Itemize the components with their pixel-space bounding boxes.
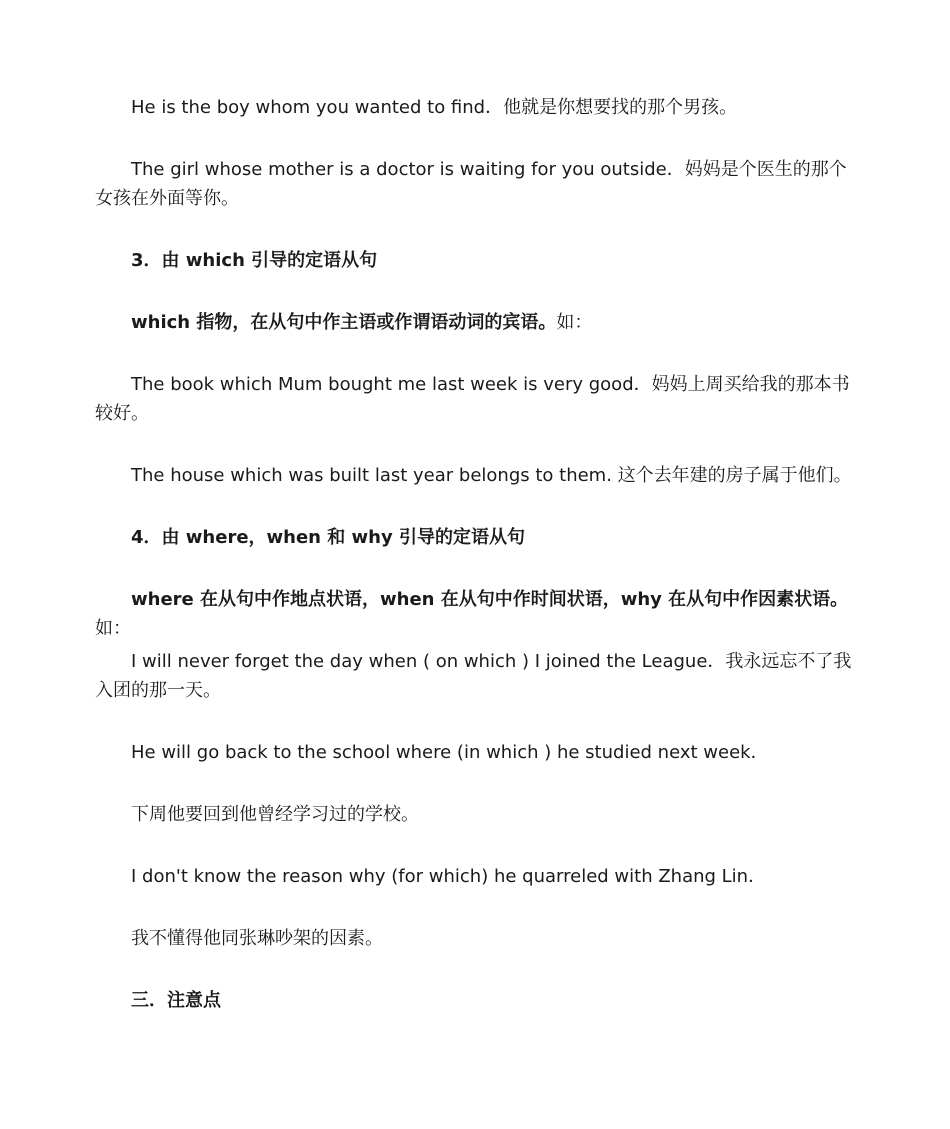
paragraph-book-example: The book which Mum bought me last week is very good．妈妈上周买给我的那本书较好。 xyxy=(95,374,850,424)
paragraph-reason-example: I don't know the reason why (for which) he quarreled with Zhang Lin． xyxy=(131,866,767,887)
paragraph-school-example: He will go back to the school where (in which ) he studied next week． xyxy=(131,742,769,763)
paragraph-where-when-why-rule xyxy=(95,585,857,643)
paragraph-which-rule xyxy=(95,308,857,337)
where-rule-bold: where 在从句中作地点状语，when 在从句中作时间状语，why 在从句中作因素状语。 xyxy=(131,589,849,610)
which-rule-bold: which 指物，在从句中作主语或作谓语动词的宾语。 xyxy=(131,312,557,333)
paragraph-day-example: I will never forget the day when ( on which ) I joined the League．我永远忘不了我入团的那一天。 xyxy=(95,651,852,701)
paragraph-school-translation: 下周他要回到他曾经学习过的学校。 xyxy=(131,804,419,825)
paragraph-whom-example: He is the boy whom you wanted to find．他就是你想要找的那个男孩。 xyxy=(131,97,738,118)
paragraph-whose-example: The girl whose mother is a doctor is waiting for you outside．妈妈是个医生的那个女孩在外面等你。 xyxy=(95,159,847,209)
heading-notes: 三．注意点 xyxy=(131,990,221,1011)
which-rule-suffix: 如： xyxy=(556,312,593,333)
heading-where-when-why: 4．由 where，when 和 why 引导的定语从句 xyxy=(131,527,525,548)
heading-which-clause: 3．由 which 引导的定语从句 xyxy=(131,250,378,271)
paragraph-reason-translation: 我不懂得他同张琳吵架的因素。 xyxy=(131,928,383,949)
paragraph-house-example: The house which was built last year belongs to them. 这个去年建的房子属于他们。 xyxy=(131,465,852,486)
where-rule-suffix: 如： xyxy=(95,618,131,639)
